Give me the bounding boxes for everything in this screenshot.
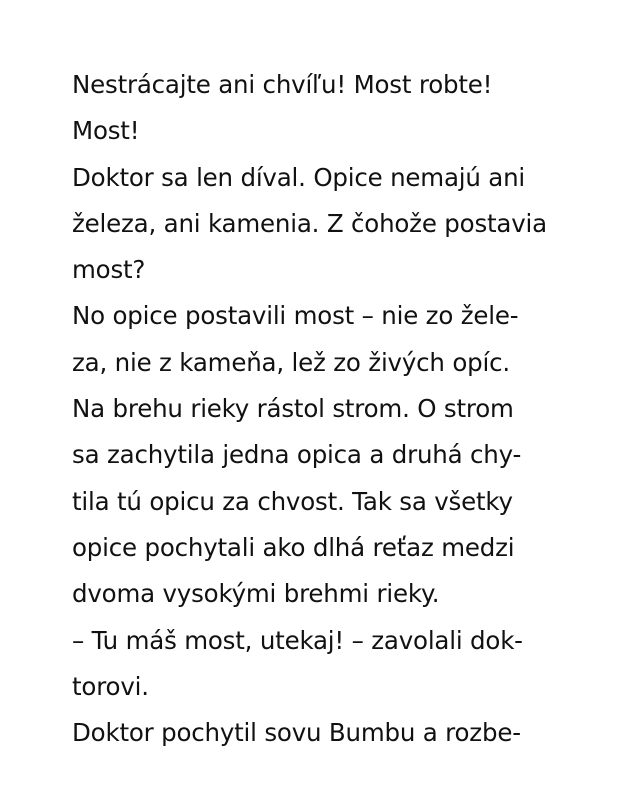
text-line: No opice postavili most – nie zo žele-: [72, 301, 519, 331]
text-line: tila tú opicu za chvost. Tak sa všetky: [72, 486, 513, 516]
text-line: opice pochytali ako dlhá reťaz medzi: [72, 532, 515, 562]
text-line: železa, ani kamenia. Z čohože postavia: [72, 208, 547, 238]
text-line: Nestrácajte ani chvíľu! Most robte!: [72, 70, 493, 99]
text-line: – Tu máš most, utekaj! – zavolali dok-: [72, 625, 523, 655]
text-line: sa zachytila jedna opica a druhá chy-: [72, 440, 522, 470]
text-line: Most!: [72, 116, 140, 146]
text-line: Doktor pochytil sovu Bumbu a rozbe-: [72, 718, 521, 748]
text-line: dvoma vysokými brehmi rieky.: [72, 579, 440, 609]
page-text: [72, 62, 592, 756]
text-line: most?: [72, 255, 146, 285]
text-line: Na brehu rieky rástol strom. O strom: [72, 394, 514, 424]
text-line: torovi.: [72, 671, 149, 701]
text-line: Doktor sa len díval. Opice nemajú ani: [72, 162, 526, 192]
text-line: za, nie z kameňa, lež zo živých opíc.: [72, 347, 510, 377]
